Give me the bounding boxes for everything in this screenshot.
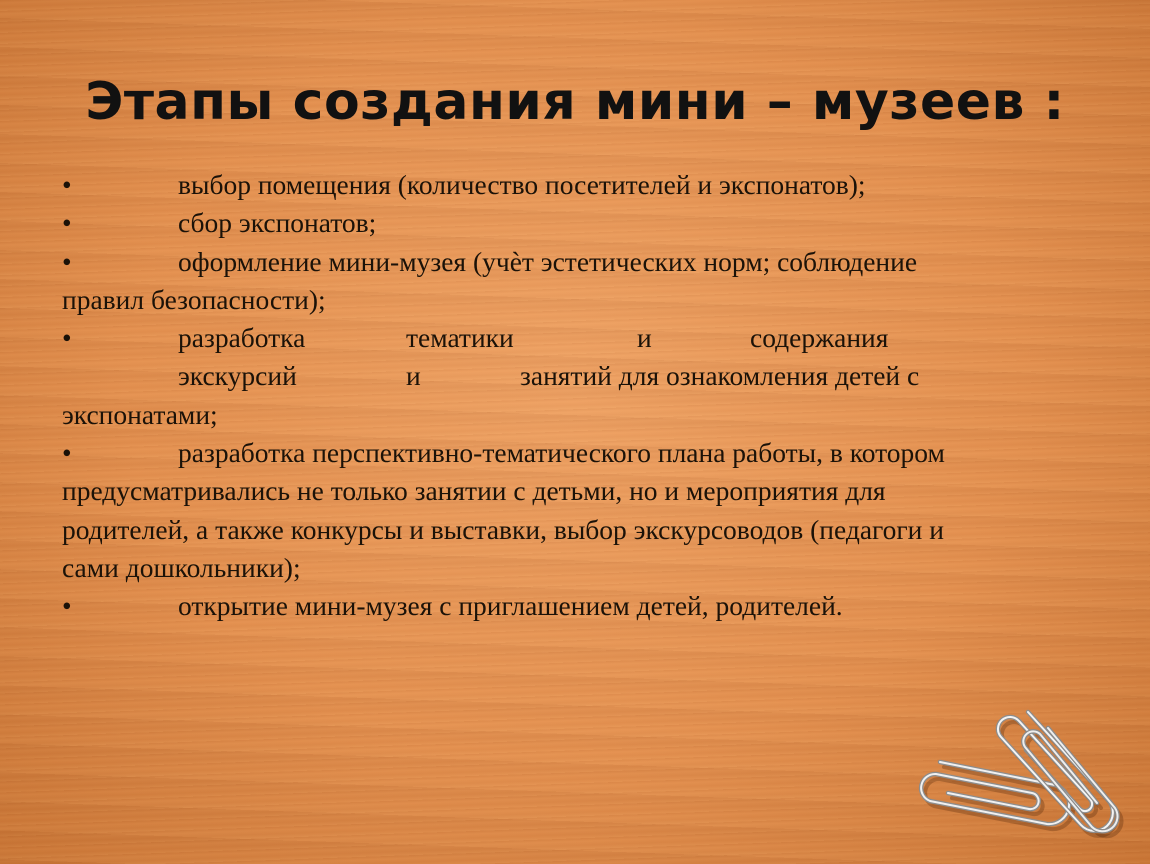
- bullet-icon: •: [62, 590, 72, 622]
- bullet-icon: •: [62, 169, 72, 200]
- list-item: [62, 319, 1102, 357]
- list-item-text: предусматривались не только занятии с детьми, но и мероприятия для: [62, 475, 886, 507]
- list-item: [62, 204, 1102, 242]
- list-item: [62, 166, 1102, 204]
- list-item-text: разработка перспективно-тематического плана работы, в котором: [178, 437, 945, 469]
- list-item-text: оформление мини-музея (учѐт эстетических норм; соблюдение: [178, 245, 918, 277]
- slide-title: Этапы создания мини – музеев :: [85, 72, 1065, 132]
- list-item-word: экскурсий: [178, 360, 297, 392]
- list-item-word: и: [637, 322, 652, 354]
- list-item-text: родителей, а также конкурсы и выставки, выбор экскурсоводов (педагоги и: [62, 513, 944, 545]
- list-item-text: открытие мини-музея с приглашением детей, родителей.: [178, 590, 843, 622]
- paperclip-icon: [900, 690, 1140, 860]
- bullet-icon: •: [62, 245, 72, 277]
- list-item-continuation: [62, 281, 1102, 319]
- list-item-word: занятий для ознакомления детей с: [520, 360, 920, 392]
- list-item: [62, 587, 1102, 625]
- list-item-word: разработка: [178, 322, 306, 354]
- list-item-text: правил безопасности);: [62, 283, 326, 315]
- list-item-continuation: [62, 472, 1102, 510]
- paperclips-decoration: [900, 690, 1140, 860]
- list-item-word: содержания: [750, 322, 889, 354]
- list-item: [62, 243, 1102, 281]
- bullet-icon: •: [62, 437, 72, 469]
- list-item-text: выбор помещения (количество посетителей и экспонатов);: [178, 169, 866, 200]
- bullet-icon: •: [62, 322, 72, 354]
- list-item-word: тематики: [406, 322, 514, 354]
- bullet-icon: •: [62, 207, 72, 239]
- list-item-text: сбор экспонатов;: [178, 207, 377, 239]
- list-item-continuation: [62, 511, 1102, 549]
- list-item-continuation: [62, 357, 1102, 395]
- list-item: [62, 434, 1102, 472]
- list-item-continuation: [62, 396, 1102, 434]
- list-item-continuation: [62, 549, 1102, 587]
- list-item-text: экспонатами;: [62, 398, 218, 430]
- list-item-text: сами дошкольники);: [62, 551, 301, 583]
- list-item-word: и: [406, 360, 421, 392]
- bullet-list: [62, 166, 1102, 626]
